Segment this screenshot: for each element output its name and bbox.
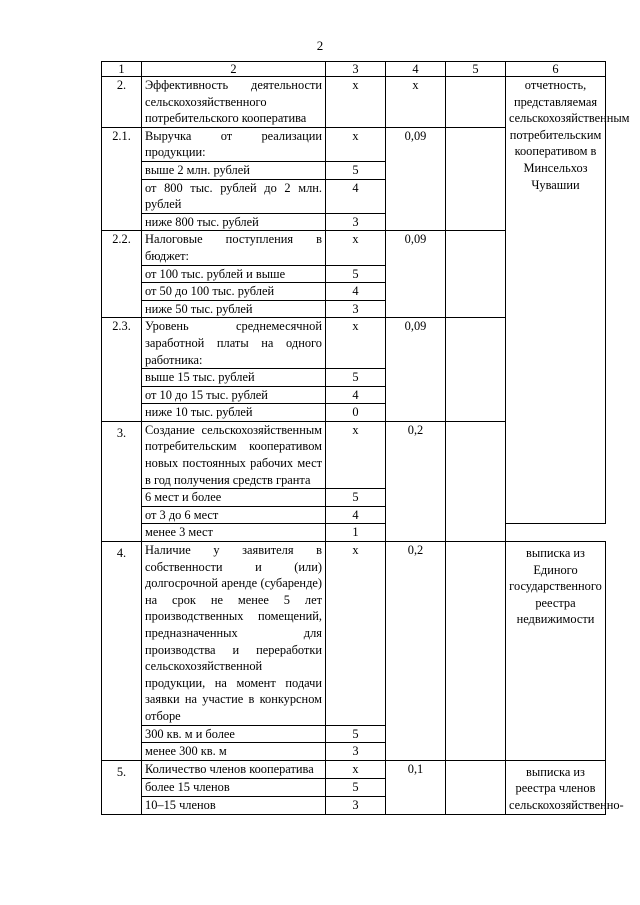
table-row	[102, 542, 606, 726]
option-score: 5	[326, 725, 386, 743]
option-score: 0	[326, 404, 386, 422]
criterion-weight: 0,1	[386, 760, 446, 814]
option-label: 300 кв. м и более	[142, 725, 326, 743]
criterion-weight: х	[386, 77, 446, 128]
option-score: 3	[326, 743, 386, 761]
option-score: 3	[326, 796, 386, 814]
empty-cell	[446, 542, 506, 761]
table-row	[102, 77, 606, 128]
criterion-number: 3.	[102, 421, 142, 541]
option-label: выше 15 тыс. рублей	[142, 369, 326, 387]
source-document: выписка из реестра членов сельскохозяйственно-	[506, 760, 606, 814]
criterion-number: 2.3.	[102, 318, 142, 422]
criterion-score: х	[326, 760, 386, 778]
option-score: 3	[326, 213, 386, 231]
option-label: от 100 тыс. рублей и выше	[142, 265, 326, 283]
criterion-number: 5.	[102, 760, 142, 814]
option-label: выше 2 млн. рублей	[142, 161, 326, 179]
criterion-weight: 0,09	[386, 127, 446, 231]
criterion-number: 2.2.	[102, 231, 142, 318]
empty-cell	[446, 231, 506, 318]
empty-cell	[446, 760, 506, 814]
empty-cell	[446, 318, 506, 422]
option-score: 5	[326, 778, 386, 796]
option-score: 4	[326, 386, 386, 404]
criterion-score: х	[326, 318, 386, 369]
table-row	[102, 524, 606, 542]
criterion-name: Налоговые поступления в бюджет:	[142, 231, 326, 265]
page-number: 2	[316, 38, 324, 53]
criterion-weight: 0,09	[386, 318, 446, 422]
option-score: 5	[326, 161, 386, 179]
criterion-name: Эффективность деятельности сельскохозяйственного потребительского кооператива	[142, 77, 326, 128]
criterion-score: х	[326, 77, 386, 128]
empty-cell	[446, 77, 506, 128]
table-row	[102, 760, 606, 778]
criterion-number: 2.1.	[102, 127, 142, 231]
header-col-6: 6	[506, 62, 606, 77]
empty-cell	[446, 127, 506, 231]
option-score: 5	[326, 369, 386, 387]
criterion-name: Выручка от реализации продукции:	[142, 127, 326, 161]
criterion-weight: 0,2	[386, 542, 446, 761]
criterion-score: х	[326, 542, 386, 726]
option-label: от 10 до 15 тыс. рублей	[142, 386, 326, 404]
option-score: 4	[326, 283, 386, 301]
criterion-weight: 0,09	[386, 231, 446, 318]
header-col-3: 3	[326, 62, 386, 77]
option-score: 1	[326, 524, 386, 542]
criterion-name: Наличие у заявителя в собственности и (или) долгосрочной аренде (субаренде) на срок не менее 5 лет производственных помещений, предназначенных для производства и переработки сельскохозяйственной продукции, на момент подачи заявки на участие в конкурсном отборе	[142, 542, 326, 726]
header-col-1: 1	[102, 62, 142, 77]
option-label: ниже 50 тыс. рублей	[142, 300, 326, 318]
criterion-score: х	[326, 231, 386, 265]
option-score: 3	[326, 300, 386, 318]
criterion-name: Количество членов кооператива	[142, 760, 326, 778]
header-col-2: 2	[142, 62, 326, 77]
option-score: 4	[326, 506, 386, 524]
option-label: менее 300 кв. м	[142, 743, 326, 761]
option-score: 5	[326, 265, 386, 283]
option-score: 4	[326, 179, 386, 213]
option-label: ниже 10 тыс. рублей	[142, 404, 326, 422]
header-col-5: 5	[446, 62, 506, 77]
criterion-weight: 0,2	[386, 421, 446, 541]
criterion-score: х	[326, 127, 386, 161]
table-header-row	[102, 62, 606, 77]
criterion-name: Уровень среднемесячной заработной платы на одного работника:	[142, 318, 326, 369]
option-label: от 800 тыс. рублей до 2 млн. рублей	[142, 179, 326, 213]
criterion-score: х	[326, 421, 386, 488]
option-label: от 50 до 100 тыс. рублей	[142, 283, 326, 301]
option-label: от 3 до 6 мест	[142, 506, 326, 524]
criterion-number: 2.	[102, 77, 142, 128]
criterion-name: Создание сельскохозяйственным потребительским кооперативом новых постоянных рабочих мест в год получения средств гранта	[142, 421, 326, 488]
source-document: выписка из Единого государственного реестра недвижимости	[506, 542, 606, 761]
criteria-table	[101, 61, 630, 815]
header-col-4: 4	[386, 62, 446, 77]
option-label: менее 3 мест	[142, 524, 326, 542]
option-label: 10–15 членов	[142, 796, 326, 814]
option-label: ниже 800 тыс. рублей	[142, 213, 326, 231]
empty-cell	[446, 421, 506, 541]
option-score: 5	[326, 489, 386, 507]
criterion-number: 4.	[102, 542, 142, 761]
option-label: 6 мест и более	[142, 489, 326, 507]
option-label: более 15 членов	[142, 778, 326, 796]
source-document: отчетность, представляемая сельскохозяйственным потребительским кооперативом в Минсельхоз Чувашии	[506, 77, 606, 524]
